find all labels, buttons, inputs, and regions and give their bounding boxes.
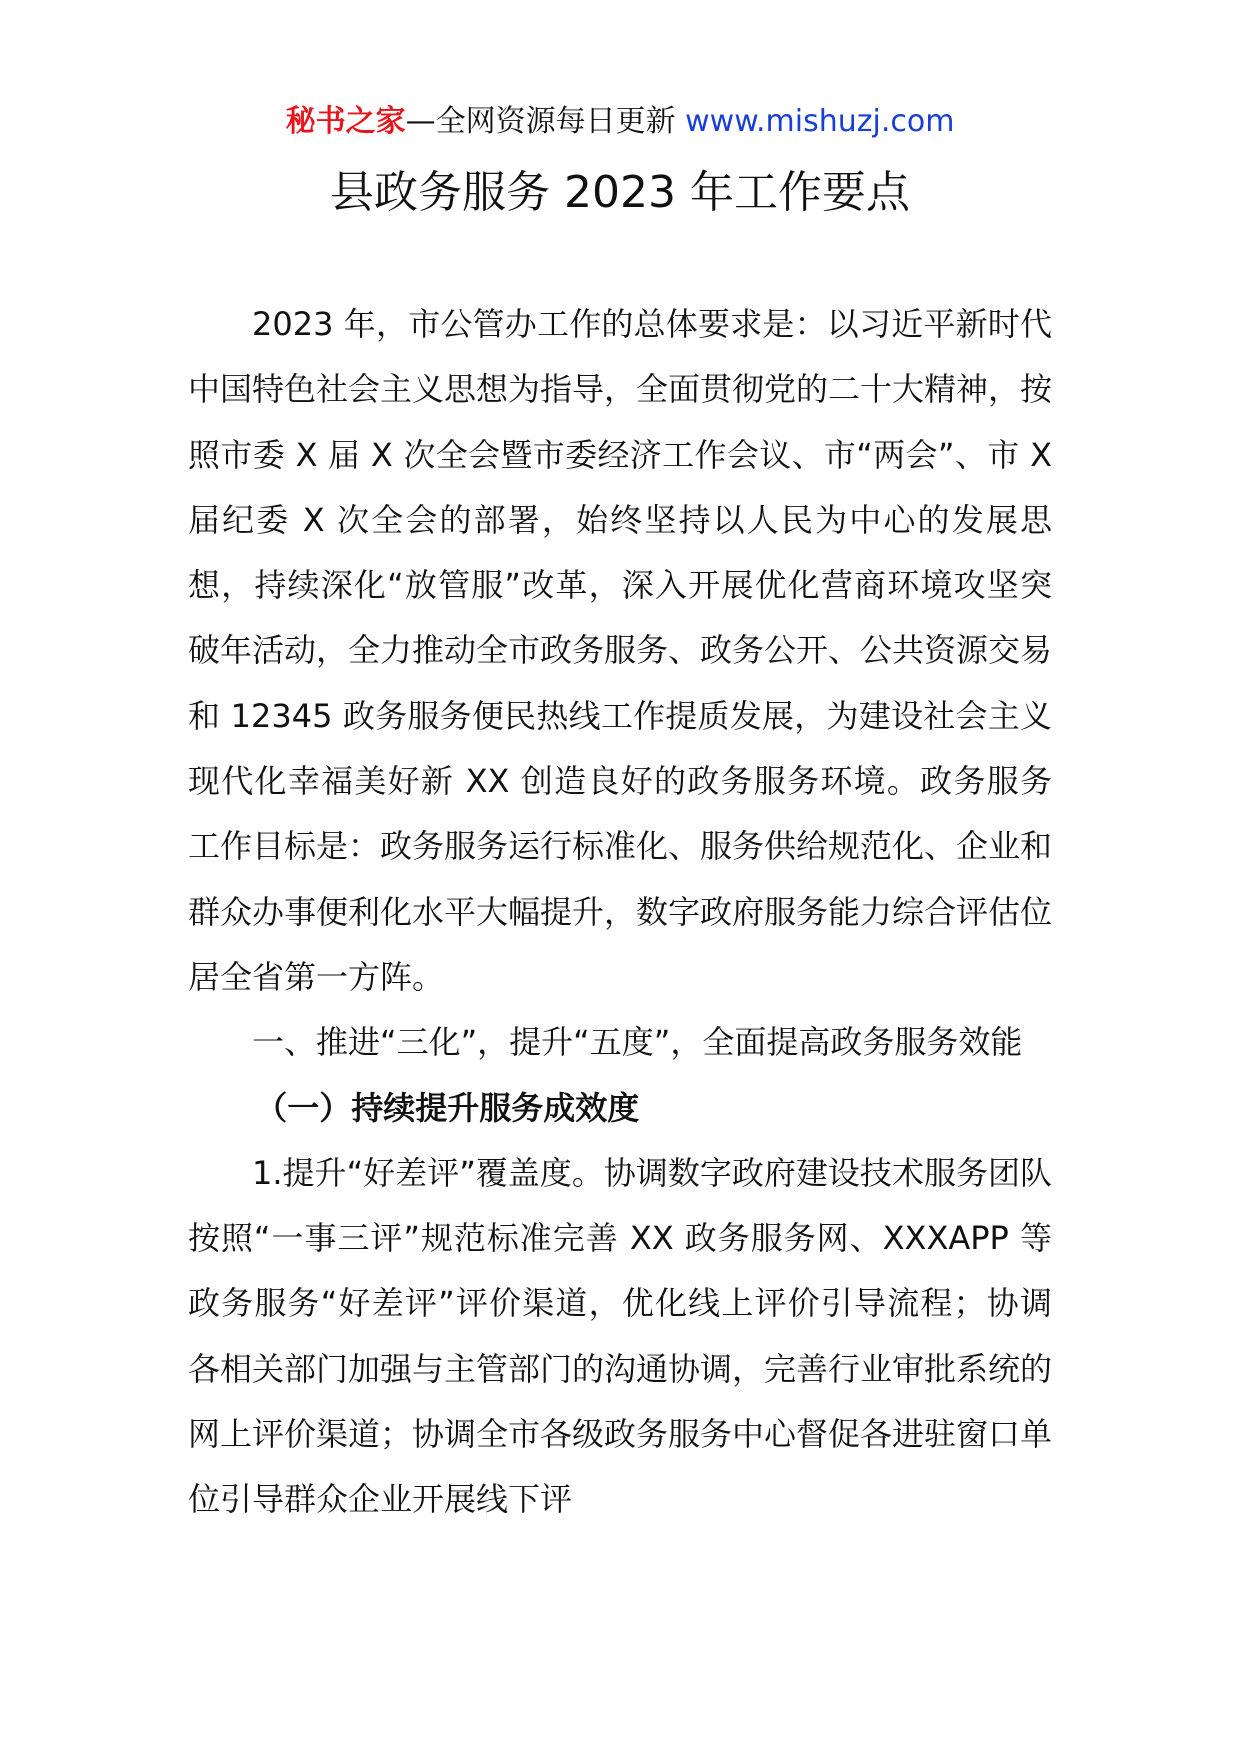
- item-paragraph: 1.提升“好差评”覆盖度。协调数字政府建设技术服务团队按照“一事三评”规范标准完善 XX 政务服务网、XXXAPP 等政务服务“好差评”评价渠道，优化线上评价引导流程；协调各相关部门加强与主管部门的沟通协调，完善行业审批系统的网上评价渠道；协调全市各级政务服务中心督促各进驻窗口单位引导群众企业开展线下评: [188, 1153, 1053, 1519]
- site-banner: [0, 100, 1240, 144]
- section-heading: 一、推进“三化”，提升“五度”，全面提高政务服务效能: [252, 1023, 1023, 1062]
- brand-name: 秘书之家: [285, 104, 406, 139]
- intro-paragraph: 2023 年，市公管办工作的总体要求是：以习近平新时代中国特色社会主义思想为指导，全面贯彻党的二十大精神，按照市委 X 届 X 次全会暨市委经济工作会议、市“两会”、市 X 届纪委 X 次全会的部署，始终坚持以人民为中心的发展思想，持续深化“放管服”改革，深入开展优化营商环境攻坚突破年活动，全力推动全市政务服务、政务公开、公共资源交易和 12345 政务服务便民热线工作提质发展，为建设社会主义现代化幸福美好新 XX 创造良好的政务服务环境。政务服务工作目标是：政务服务运行标准化、服务供给规范化、企业和群众办事便利化水平大幅提升，数字政府服务能力综合评估位居全省第一方阵。: [188, 305, 1053, 996]
- subsection-heading: （一）持续提升服务成效度: [255, 1088, 640, 1127]
- site-url-link[interactable]: www.mishuzj.com: [685, 104, 955, 139]
- banner-slogan: —全网资源每日更新: [405, 104, 686, 139]
- document-title: 县政务服务 2023 年工作要点: [330, 167, 910, 218]
- document-body: [188, 292, 1052, 1533]
